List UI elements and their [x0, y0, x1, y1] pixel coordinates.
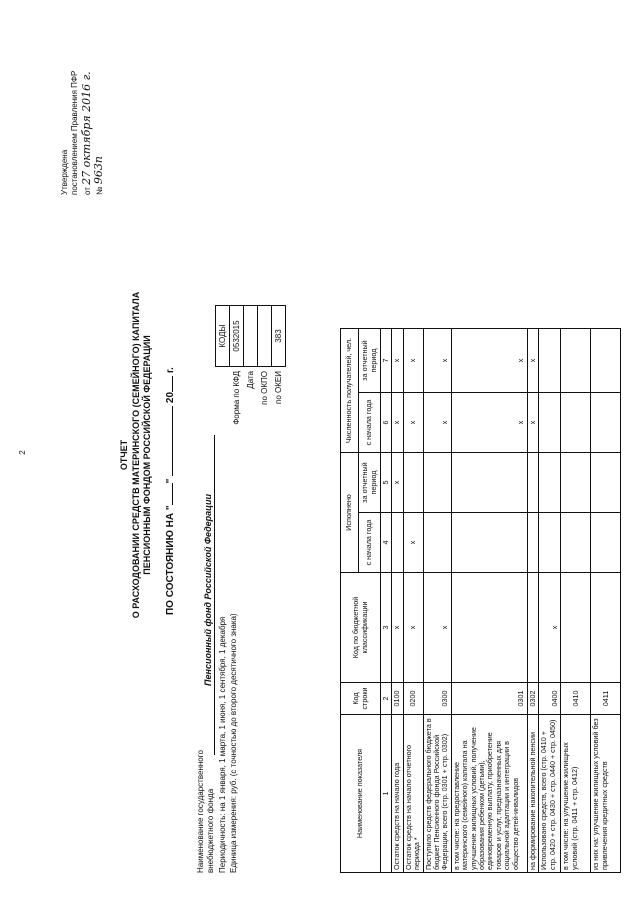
col-number: 7 [381, 329, 392, 393]
row-code: 0200 [403, 683, 423, 715]
cell: x [403, 393, 423, 453]
cell [561, 513, 591, 573]
cell: x [403, 513, 423, 573]
cell: x [423, 393, 451, 453]
cell: x [392, 393, 403, 453]
cell [561, 329, 591, 393]
row-code: 0301 [451, 683, 527, 715]
report-title: ОТЧЕТ [119, 439, 129, 471]
cell: x [451, 393, 527, 453]
row-code: 0300 [423, 683, 451, 715]
table-row [451, 329, 527, 873]
fund-value: Пенсионный фонд Российской Федерации [203, 494, 213, 686]
header-executed: Исполнено [341, 453, 359, 573]
cell [539, 513, 561, 573]
header-code: Код строки [341, 683, 381, 715]
col-number: 6 [381, 393, 392, 453]
cell [392, 513, 403, 573]
row-name: в том числе: на предоставление материнского (семейного) капитала на улучшение жилищных условий, получение образования ребенком (детьми), единовременную выплату, приобретение товаров и услуг, предназначенных для социальной адаптации и интеграции в общество детей-инвалидов [451, 715, 527, 873]
cell [539, 329, 561, 393]
cell [591, 453, 621, 513]
table-row [527, 329, 538, 873]
periodicity: Периодичность: на 1 января, 1 марта, 1 июня, 1 сентября, 1 декабря [218, 616, 227, 873]
code-date [244, 306, 258, 367]
cell: x [527, 329, 538, 393]
cell: x [392, 329, 403, 393]
col-number: 5 [381, 453, 392, 513]
cell [451, 573, 527, 683]
approval-line-1: Утверждена [60, 149, 69, 195]
row-code: 0411 [591, 683, 621, 715]
cell: x [539, 573, 561, 683]
cell [591, 513, 621, 573]
header-recipients: Численность получателей, чел. [341, 329, 359, 453]
code-label-okpo: по ОКПО [260, 371, 269, 405]
col-number: 4 [381, 513, 392, 573]
fund-label-1: Наименование государственного [196, 750, 205, 873]
row-name: Остаток средств на начало года [392, 715, 403, 873]
header-executed-from-start: с начала года [359, 513, 381, 573]
table-row [403, 329, 423, 873]
cell [423, 513, 451, 573]
row-code: 0400 [539, 683, 561, 715]
row-name: Использовано средств, всего (стр. 0410 + стр. 0420 + стр. 0430 + стр. 0440 + стр. 0450) [539, 715, 561, 873]
approval-line-2: постановлением Правления ПФР [70, 70, 79, 195]
table-row [392, 329, 403, 873]
cell [539, 453, 561, 513]
cell: x [392, 573, 403, 683]
row-name: на формирование накопительной пенсии [527, 715, 538, 873]
header-executed-period: за отчетный период [359, 453, 381, 513]
cell: x [451, 329, 527, 393]
page-number: 2 [18, 450, 27, 455]
report-table [340, 328, 621, 873]
cell: x [392, 453, 403, 513]
approval-date-prefix: от [83, 187, 92, 195]
table-row [591, 329, 621, 873]
row-name: из них на: улучшение жилищных условий без привлечения кредитных средств [591, 715, 621, 873]
cell [451, 453, 527, 513]
cell [561, 573, 591, 683]
approval-number-prefix: № [95, 186, 104, 195]
row-code: 0410 [561, 683, 591, 715]
cell [591, 329, 621, 393]
column-number-row [381, 329, 392, 873]
cell [591, 573, 621, 683]
approval-number: 963п [92, 156, 105, 185]
code-form: 0532015 [230, 306, 244, 367]
report-date-line: ПО СОСТОЯНИЮ НА "" 20 г. [165, 367, 176, 615]
report-subtitle-2: ПЕНСИОННЫМ ФОНДОМ РОССИЙСКОЙ ФЕДЕРАЦИИ [142, 335, 152, 575]
code-label-date: Дата [246, 371, 255, 389]
codes-header: КОДЫ [216, 306, 230, 367]
cell [527, 513, 538, 573]
table-row [423, 329, 451, 873]
header-budget-code: Код по бюджетной классификации [341, 573, 381, 683]
table-row [539, 329, 561, 873]
cell: x [423, 329, 451, 393]
cell [527, 453, 538, 513]
header-name: Наименование показателя [341, 715, 381, 873]
header-recipients-from-start: с начала года [359, 393, 381, 453]
col-number: 3 [381, 573, 392, 683]
row-name: Поступило средств федерального бюджета в бюджет Пенсионного фонда Российской Федерации, всего (стр. 0301 + стр. 0302) [423, 715, 451, 873]
codes-table [215, 305, 286, 367]
cell: x [527, 393, 538, 453]
code-okei: 383 [272, 306, 286, 367]
cell [423, 453, 451, 513]
cell [403, 453, 423, 513]
approval-date: 27 октября 2016 г. [80, 71, 93, 185]
cell: x [403, 329, 423, 393]
report-subtitle-1: О РАСХОДОВАНИИ СРЕДСТВ МАТЕРИНСКОГО (СЕМЕЙНОГО) КАПИТАЛА [131, 291, 141, 619]
cell [591, 393, 621, 453]
cell: x [403, 573, 423, 683]
unit-of-measure: Единица измерения: руб. (с точностью до второго десятичного знака) [229, 613, 238, 873]
header-recipients-period: за отчетный период [359, 329, 381, 393]
cell [561, 453, 591, 513]
code-label-form: Форма по КФД [232, 371, 241, 425]
cell [451, 513, 527, 573]
cell [561, 393, 591, 453]
cell [539, 393, 561, 453]
table-row [561, 329, 591, 873]
col-number: 2 [381, 683, 392, 715]
row-name: Остаток средств на начало отчетного периода * [403, 715, 423, 873]
row-code: 0302 [527, 683, 538, 715]
row-name: в том числе: на улучшение жилищных условий (стр. 0411 + стр. 0412) [561, 715, 591, 873]
row-code: 0100 [392, 683, 403, 715]
code-label-okei: по ОКЕИ [274, 371, 283, 404]
col-number: 1 [381, 715, 392, 873]
code-okpo [258, 306, 272, 367]
cell [527, 573, 538, 683]
fund-label-2: внебюджетного фонда [206, 788, 215, 873]
cell: x [423, 573, 451, 683]
